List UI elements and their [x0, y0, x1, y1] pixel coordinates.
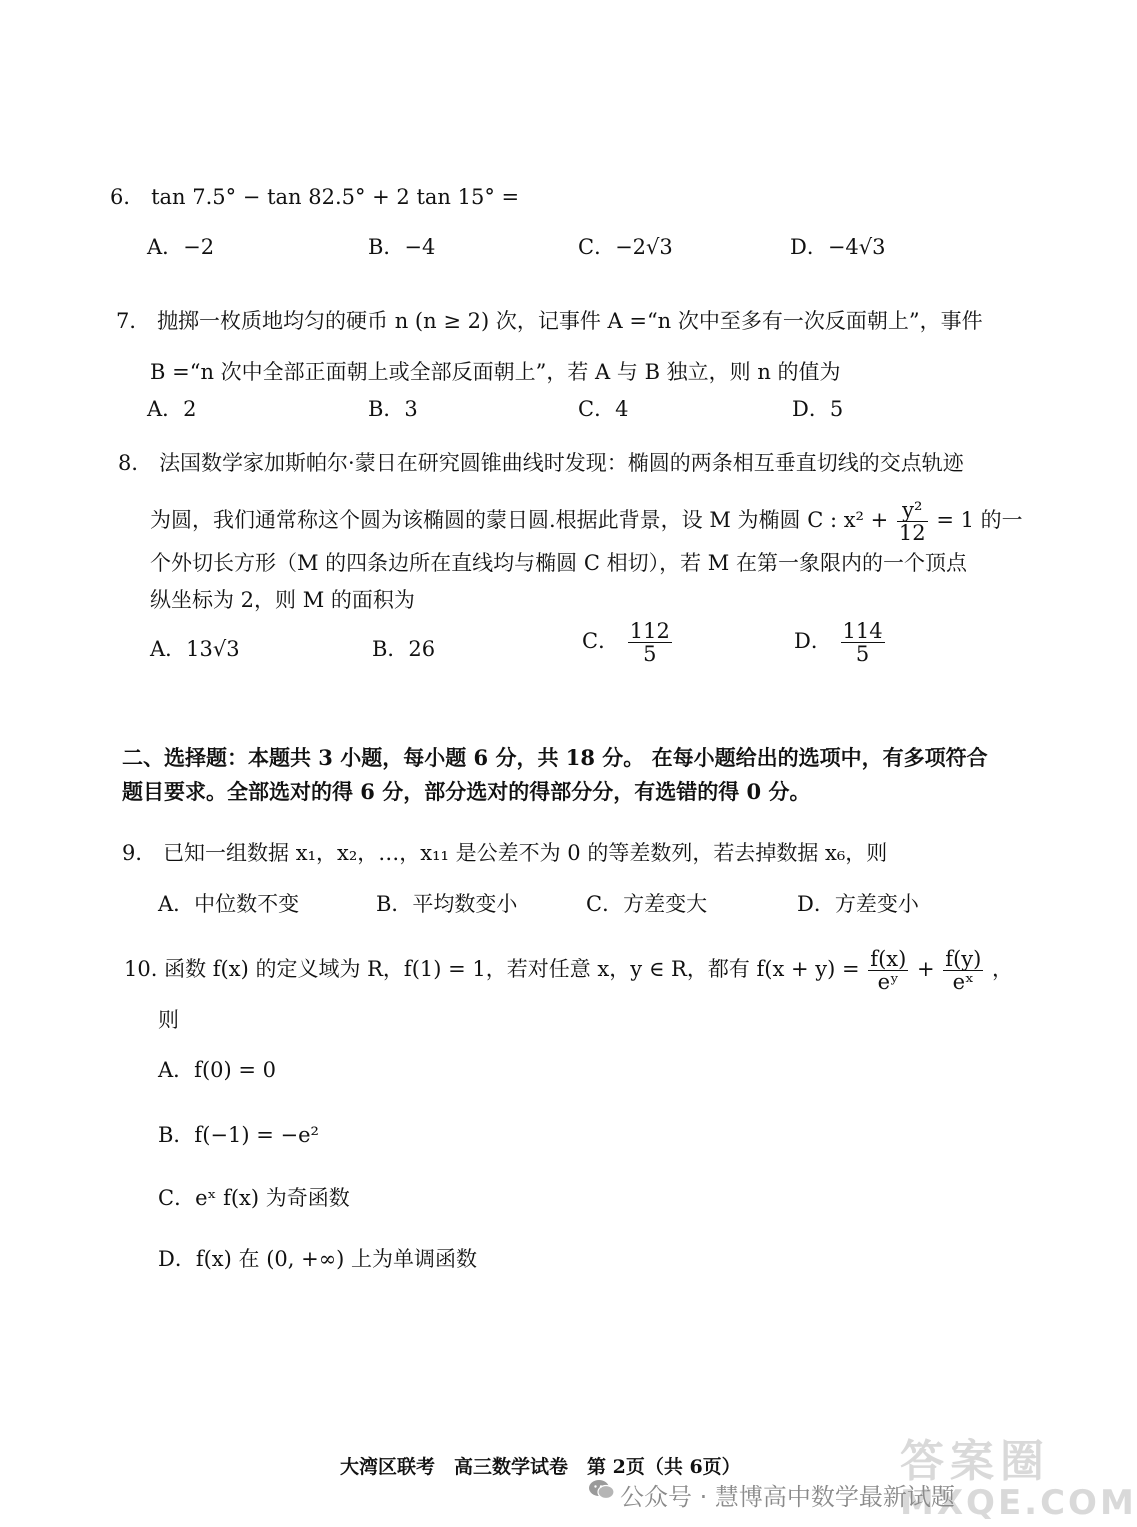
q9-option-b: B．平均数变小 — [376, 892, 518, 916]
fraction-denominator: 5 — [855, 642, 870, 667]
question-7-line-1 — [116, 306, 983, 336]
q10-option-b: B．f(−1) = −e² — [158, 1123, 319, 1147]
fraction-numerator: 114 — [842, 619, 883, 643]
question-6 — [110, 182, 519, 212]
q6-option-c: C．−2√3 — [578, 235, 673, 259]
option-label: C． — [582, 629, 620, 654]
watermark-text: 公众号 · 慧博高中数学最新试题 — [620, 1483, 955, 1511]
option-fraction — [628, 620, 672, 665]
section-2-heading-line-2: 题目要求。全部选对的得 6 分，部分选对的得部分分，有选错的得 0 分。 — [122, 779, 811, 804]
question-stem: = 1 的一 — [936, 508, 1023, 533]
option-label: D． — [794, 629, 832, 654]
q6-option-b: B．−4 — [368, 235, 436, 259]
question-10 — [124, 948, 1013, 993]
q10-option-c: C．eˣ f(x) 为奇函数 — [158, 1186, 350, 1210]
q8-option-a: A．13√3 — [150, 637, 240, 661]
fraction-denominator: 5 — [643, 642, 657, 667]
page-footer: 大湾区联考 高三数学试卷 第 2页（共 6页） — [340, 1456, 741, 1478]
question-7-line-2: B =“n 次中全部正面朝上或全部反面朝上”，若 A 与 B 独立，则 n 的值为 — [150, 360, 841, 384]
fraction-f-x — [868, 948, 908, 993]
question-10-then: 则 — [158, 1008, 179, 1032]
q7-option-c: C．4 — [578, 397, 629, 421]
question-number: 10. — [124, 957, 158, 982]
question-stem: ， — [992, 957, 1014, 982]
wechat-logo-icon — [588, 1478, 616, 1502]
question-stem: 抛掷一枚质地均匀的硬币 n (n ≥ 2) 次，记事件 A =“n 次中至多有一次反面朝上”，事件 — [157, 309, 983, 333]
question-stem: 已知一组数据 x₁，x₂，…，x₁₁ 是公差不为 0 的等差数列，若去掉数据 x₆，则 — [163, 841, 888, 865]
plus-sign: + — [917, 957, 935, 982]
question-number: 9． — [122, 841, 157, 865]
fraction-numerator: y² — [897, 499, 928, 522]
question-number: 6． — [110, 185, 145, 209]
section-2-heading-line-1: 二、选择题：本题共 3 小题，每小题 6 分，共 18 分。 在每小题给出的选项中，有多项符合 — [122, 745, 988, 770]
fraction-denominator: eˣ — [952, 970, 974, 995]
q8-option-c — [582, 620, 674, 665]
q6-option-d: D．−4√3 — [790, 235, 886, 259]
q7-option-d: D．5 — [792, 397, 844, 421]
q8-option-d — [794, 620, 887, 665]
q7-option-a: A．2 — [147, 397, 197, 421]
watermark-brand: 答案圈 — [900, 1436, 1050, 1487]
q9-option-a: A．中位数不变 — [158, 892, 300, 916]
question-8-line-4: 纵坐标为 2，则 M 的面积为 — [150, 588, 415, 612]
fraction-f-y — [943, 948, 983, 993]
watermark-site: MXQE.COM — [900, 1483, 1137, 1523]
q9-option-c: C．方差变大 — [586, 892, 708, 916]
q8-option-b: B．26 — [372, 637, 436, 661]
fraction-denominator: 12 — [898, 521, 926, 546]
question-stem: 为圆，我们通常称这个圆为该椭圆的蒙日圆.根据此背景，设 M 为椭圆 C : x² + — [150, 508, 889, 533]
question-number: 8． — [118, 451, 153, 475]
q7-option-b: B．3 — [368, 397, 418, 421]
fraction-numerator: f(x) — [870, 947, 907, 971]
question-8-line-3: 个外切长方形（M 的四条边所在直线均与椭圆 C 相切），若 M 在第一象限内的一个顶点 — [150, 551, 967, 575]
option-fraction — [841, 620, 885, 665]
fraction-numerator: f(y) — [945, 947, 982, 971]
question-8-line-2 — [150, 499, 1023, 544]
ellipse-fraction — [897, 499, 928, 544]
question-stem: tan 7.5° − tan 82.5° + 2 tan 15° = — [151, 185, 520, 209]
question-9 — [122, 838, 887, 868]
fraction-numerator: 112 — [629, 619, 670, 643]
q6-option-a: A．−2 — [147, 235, 215, 259]
fraction-denominator: eʸ — [877, 970, 899, 995]
question-8-line-1 — [118, 448, 964, 478]
q10-option-d: D．f(x) 在 (0, +∞) 上为单调函数 — [158, 1247, 478, 1271]
question-stem: 法国数学家加斯帕尔·蒙日在研究圆锥曲线时发现：椭圆的两条相互垂直切线的交点轨迹 — [159, 451, 964, 475]
q9-option-d: D．方差变小 — [797, 892, 919, 916]
question-number: 7． — [116, 309, 151, 333]
question-stem: 函数 f(x) 的定义域为 R，f(1) = 1，若对任意 x，y ∈ R，都有 f(x + y) = — [164, 957, 860, 982]
q10-option-a: A．f(0) = 0 — [158, 1058, 276, 1082]
